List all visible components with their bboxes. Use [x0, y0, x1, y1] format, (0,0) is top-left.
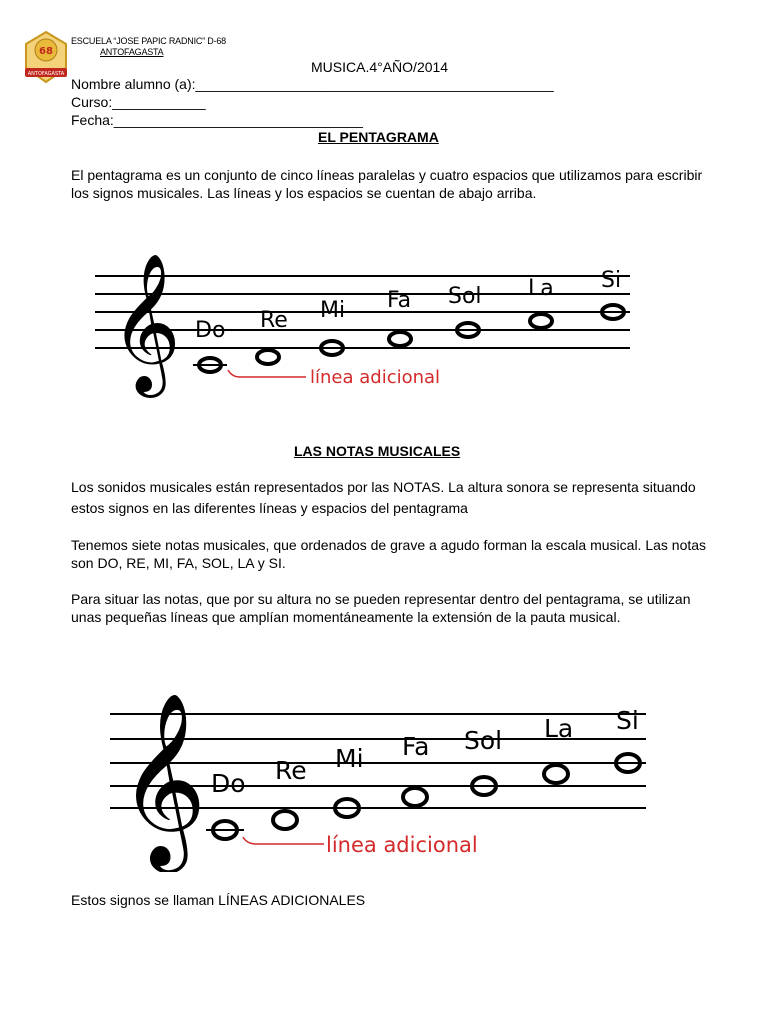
ledger-line-label: línea adicional: [326, 833, 478, 857]
treble-clef-icon: 𝄞: [110, 253, 181, 392]
note-la: [544, 714, 573, 783]
note-mi: [320, 298, 345, 355]
school-name: ESCUELA “JOSE PAPIC RADNIC” D-68: [71, 36, 226, 46]
whole-note-icon: [389, 332, 411, 346]
note-do: [206, 769, 246, 839]
note-label: Si: [601, 268, 622, 293]
school-city: ANTOFAGASTA: [100, 47, 164, 57]
whole-note-icon: [403, 788, 427, 806]
note-label: Mi: [335, 744, 364, 773]
footer-text: Estos signos se llaman LÍNEAS ADICIONALES: [71, 892, 366, 908]
school-logo: [22, 30, 70, 86]
note-mi: [335, 744, 364, 817]
note-do: [193, 318, 227, 372]
notas-paragraph-3: Para situar las notas, que por su altura no se pueden representar dentro del pentagrama, se utilizan unas pequeñas líneas que amplían momentáneamente la extensión de la pauta musical.: [71, 591, 691, 625]
note-label: Do: [195, 318, 226, 343]
whole-note-icon: [530, 314, 552, 328]
note-label: Sol: [464, 726, 503, 755]
note-re: [273, 756, 307, 829]
note-label: Fa: [402, 732, 430, 761]
whole-note-icon: [273, 811, 297, 829]
notas-paragraph-2: Tenemos siete notas musicales, que ordenados de grave a agudo forman la escala musical. Las notas son DO, RE, MI, FA, SOL, LA y SI.: [71, 537, 707, 571]
heading-pentagrama: EL PENTAGRAMA: [318, 129, 439, 145]
logo-number: 68: [39, 46, 53, 57]
page-title: MUSICA.4°AÑO/2014: [311, 59, 449, 75]
note-label: Fa: [387, 288, 412, 313]
note-label: La: [528, 276, 554, 301]
note-label: Sol: [448, 284, 482, 309]
ledger-line-annotation: [228, 367, 440, 388]
note-label: Re: [275, 756, 307, 785]
staff-diagram-2: [0, 672, 768, 872]
note-label: Do: [211, 769, 246, 798]
note-la: [528, 276, 554, 328]
notas-paragraph-1: Los sonidos musicales están representados por las NOTAS. La altura sonora se representa situando estos signos en las diferentes líneas y espacios del pentagrama: [71, 479, 696, 516]
note-label: La: [544, 714, 574, 743]
note-label: Si: [616, 706, 639, 735]
logo-ribbon-text: ANTOFAGASTA: [27, 71, 65, 77]
heading-notas: LAS NOTAS MUSICALES: [294, 443, 461, 459]
note-sol: [464, 726, 502, 795]
note-label: Mi: [320, 298, 346, 323]
staff-diagram-1: [0, 240, 768, 400]
pentagrama-paragraph: El pentagrama es un conjunto de cinco líneas paralelas y cuatro espacios que utilizamos para escribir los signos musicales. Las líneas y los espacios se cuentan de abajo arriba.: [71, 167, 703, 201]
course-field: Curso:____________: [71, 94, 206, 110]
whole-note-icon: [544, 765, 568, 783]
note-re: [257, 308, 288, 364]
whole-note-icon: [257, 350, 279, 364]
note-fa: [402, 732, 429, 806]
ledger-line-label: línea adicional: [310, 367, 441, 388]
date-field: Fecha:________________________________: [71, 112, 363, 128]
treble-clef-icon: 𝄞: [118, 692, 207, 866]
note-label: Re: [260, 308, 288, 333]
note-fa: [387, 288, 411, 346]
ledger-line-annotation: [243, 833, 478, 857]
student-name-field: Nombre alumno (a):______________________________________________: [71, 76, 554, 92]
